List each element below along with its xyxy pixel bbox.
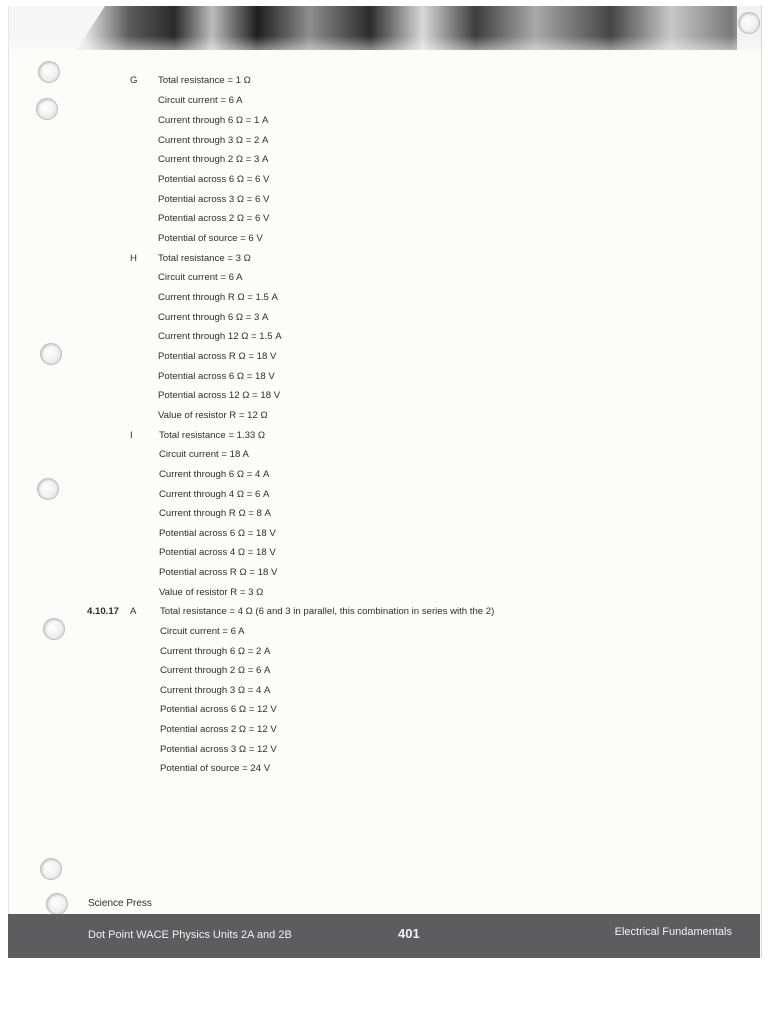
answer-line: Current through R Ω = 8 A bbox=[159, 508, 271, 519]
answer-line: Current through 2 Ω = 3 A bbox=[158, 154, 269, 165]
answer-line: Current through 12 Ω = 1.5 A bbox=[158, 331, 282, 342]
answer-line: Circuit current = 6 A bbox=[160, 626, 245, 637]
section-label-g: G bbox=[130, 75, 138, 86]
answer-line: Potential of source = 6 V bbox=[158, 233, 263, 244]
answer-line: Potential across R Ω = 18 V bbox=[158, 351, 277, 362]
answer-line: Circuit current = 6 A bbox=[158, 95, 243, 106]
answer-line: Current through 3 Ω = 4 A bbox=[160, 685, 271, 696]
answer-line: Potential across R Ω = 18 V bbox=[159, 567, 278, 578]
answer-line: Potential of source = 24 V bbox=[160, 763, 271, 774]
answer-line: Circuit current = 6 A bbox=[158, 272, 243, 283]
answer-line: Potential across 6 Ω = 18 V bbox=[159, 528, 276, 539]
binder-hole bbox=[46, 893, 68, 915]
publisher-name: Science Press bbox=[88, 898, 152, 909]
answer-line: Circuit current = 18 A bbox=[159, 449, 249, 460]
answer-line: Potential across 6 Ω = 18 V bbox=[158, 371, 275, 382]
answer-line: Potential across 6 Ω = 12 V bbox=[160, 704, 277, 715]
chapter-title: Electrical Fundamentals bbox=[614, 926, 732, 938]
section-label-h: H bbox=[130, 253, 137, 264]
banner-cutout bbox=[9, 6, 105, 50]
binder-hole bbox=[40, 343, 62, 365]
answer-line: Total resistance = 4 Ω (6 and 3 in parallel, this combination in series with the 2) bbox=[160, 606, 495, 617]
binder-hole bbox=[37, 478, 59, 500]
answer-line: Current through R Ω = 1.5 A bbox=[158, 292, 278, 303]
answer-line: Total resistance = 3 Ω bbox=[158, 253, 251, 264]
answer-line: Current through 4 Ω = 6 A bbox=[159, 489, 270, 500]
answer-line: Current through 6 Ω = 4 A bbox=[159, 469, 270, 480]
footer-bar bbox=[8, 914, 760, 958]
answer-line: Potential across 6 Ω = 6 V bbox=[158, 174, 270, 185]
answer-line: Current through 2 Ω = 6 A bbox=[160, 665, 271, 676]
section-label-i: I bbox=[130, 430, 133, 441]
binder-hole bbox=[38, 61, 60, 83]
answer-line: Potential across 2 Ω = 6 V bbox=[158, 213, 270, 224]
section-label-a: A bbox=[130, 606, 137, 617]
answer-line: Current through 3 Ω = 2 A bbox=[158, 135, 269, 146]
answer-line: Potential across 2 Ω = 12 V bbox=[160, 724, 277, 735]
answer-line: Current through 6 Ω = 3 A bbox=[158, 312, 269, 323]
binder-hole bbox=[43, 618, 65, 640]
answer-line: Potential across 4 Ω = 18 V bbox=[159, 547, 276, 558]
answer-line: Current through 6 Ω = 1 A bbox=[158, 115, 269, 126]
answer-line: Potential across 3 Ω = 12 V bbox=[160, 744, 277, 755]
binder-hole bbox=[36, 98, 58, 120]
answer-line: Current through 6 Ω = 2 A bbox=[160, 646, 271, 657]
answer-line: Potential across 12 Ω = 18 V bbox=[158, 390, 281, 401]
book-title: Dot Point WACE Physics Units 2A and 2B bbox=[88, 929, 292, 941]
answer-line: Total resistance = 1.33 Ω bbox=[159, 430, 266, 441]
binder-hole bbox=[738, 12, 760, 34]
header-photo-banner bbox=[9, 6, 761, 50]
answer-line: Potential across 3 Ω = 6 V bbox=[158, 194, 270, 205]
answer-line: Total resistance = 1 Ω bbox=[158, 75, 251, 86]
binder-hole bbox=[40, 858, 62, 880]
answer-line: Value of resistor R = 12 Ω bbox=[158, 410, 268, 421]
scanned-page bbox=[8, 6, 762, 958]
answer-line: Value of resistor R = 3 Ω bbox=[159, 587, 264, 598]
question-number: 4.10.17 bbox=[87, 606, 120, 617]
page-number: 401 bbox=[398, 926, 420, 941]
